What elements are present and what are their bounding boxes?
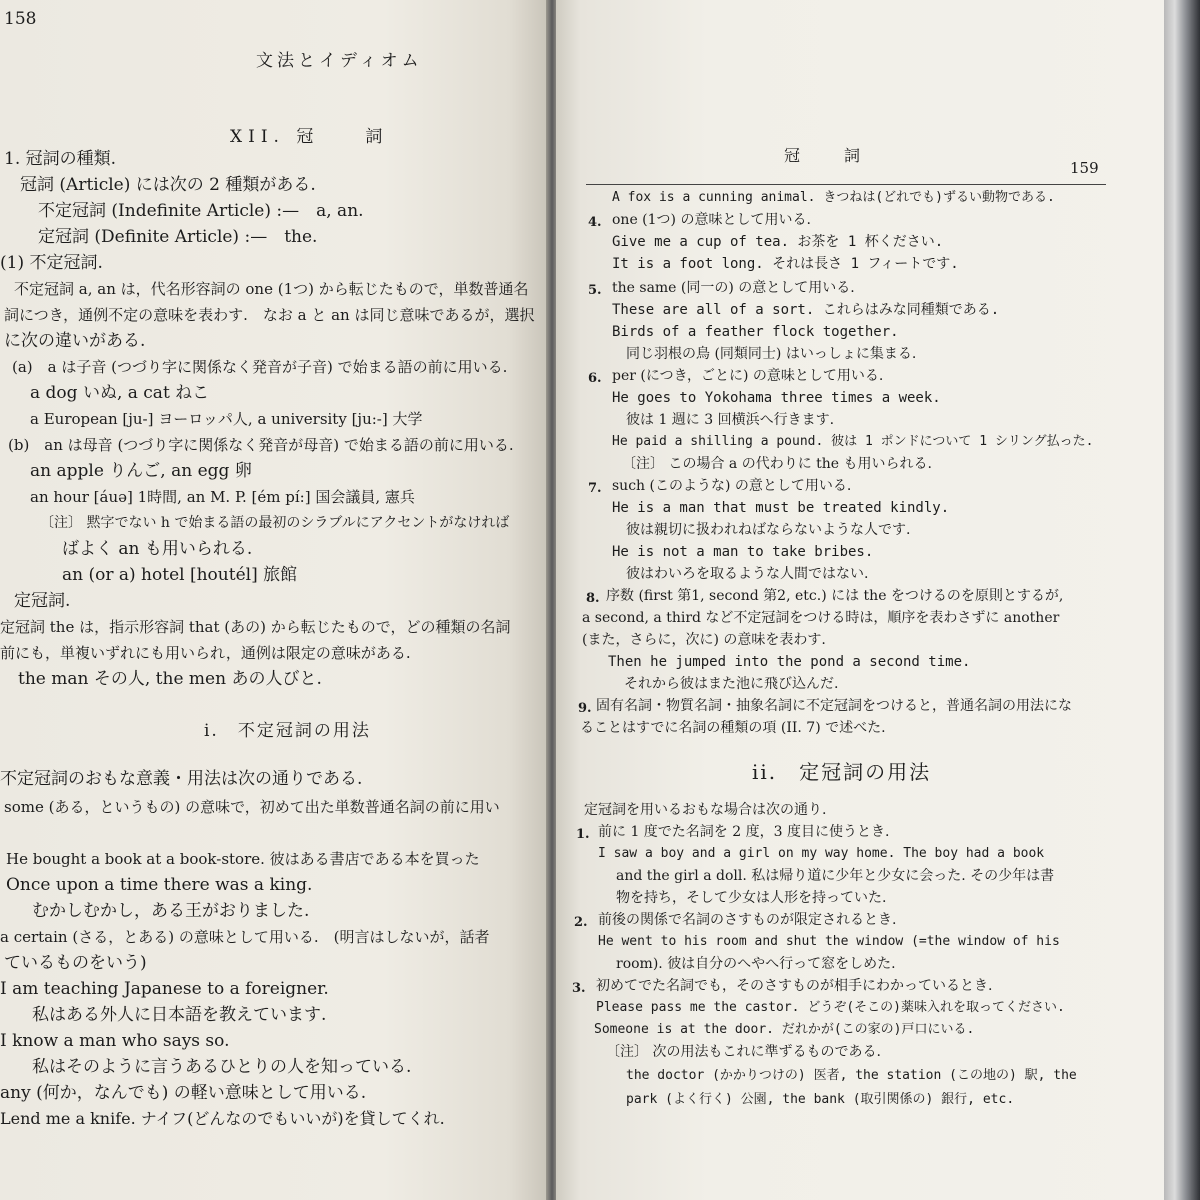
text-line: any (何か，なんでも) の軽い意味として用いる. [0, 1083, 367, 1103]
text-line: ばよく an も用いられる. [62, 539, 253, 559]
text-line: 前にも，単複いずれにも用いられ，通例は限定の意味がある. [0, 644, 411, 662]
header-rule [586, 184, 1106, 185]
text-line: むかしむかし，ある王がおりました. [32, 901, 310, 921]
item-number: 6. [588, 371, 602, 386]
text-line: 冠詞 (Article) には次の 2 種類がある. [20, 175, 316, 195]
text-line: 不定冠詞のおもな意義・用法は次の通りである. [0, 769, 363, 789]
text-line: 物を持ち，そして少女は人形を持っていた. [616, 890, 887, 906]
text-line: 序数 (first 第1, second 第2, etc.) には the をつけるのを原則とするが, [606, 588, 1064, 604]
text-line: 1. 冠詞の種類. [4, 149, 117, 169]
item-number: 8. [586, 591, 600, 606]
text-line: Please pass me the castor. どうぞ(そこの)薬味入れを取ってください. [596, 1000, 1065, 1015]
text-line: He bought a book at a book-store. 彼はある書店である本を買った [6, 850, 480, 868]
text-line: room). 彼は自分のへやへ行って窓をしめた. [616, 956, 896, 972]
text-line: He went to his room and shut the window (=the window of his [598, 934, 1060, 949]
text-line: それから彼はまた池に飛び込んだ. [624, 676, 839, 692]
text-line: 〔注〕 次の用法もこれに準ずるものである. [606, 1044, 881, 1060]
right-page [556, 0, 1164, 1200]
text-line: an hour [áuə] 1時間, an M. P. [ém pí:] 国会議員, 憲兵 [30, 488, 415, 506]
text-line: I know a man who says so. [0, 1031, 230, 1051]
text-line: an (or a) hotel [houtél] 旅館 [62, 565, 298, 585]
text-line: such (このような) の意として用いる. [612, 478, 852, 494]
text-line: Give me a cup of tea. お茶を 1 杯ください. [612, 234, 944, 250]
text-line: 〔注〕 黙字でない h で始まる語の最初のシラブルにアクセントがなければ [40, 515, 510, 531]
text-line: some (ある，というもの) の意味で，初めて出た単数普通名詞の前に用い [4, 798, 500, 816]
text-line: a certain (さる，とある) の意味として用いる. (明言はしないが，話者 [0, 928, 490, 946]
item-number: 2. [574, 915, 588, 930]
text-line: A fox is a cunning animal. きつねは(どれでも)ずるい動物である. [612, 190, 1055, 205]
item-number: 1. [576, 827, 590, 842]
text-line: a second, a third など不定冠詞をつける時は，順序を表わさずに another [582, 610, 1060, 626]
text-line: and the girl a doll. 私は帰り道に少年と少女に会った. その少年は書 [616, 868, 1055, 884]
item-number: 7. [588, 481, 602, 496]
text-line: a dog いぬ, a cat ねこ [30, 383, 210, 403]
text-line: 初めてでた名詞でも，そのさすものが相手にわかっているとき. [596, 978, 993, 994]
text-line: 彼はわいろを取るような人間ではない. [626, 566, 869, 582]
text-line: ることはすでに名詞の種類の項 (II. 7) で述べた. [580, 720, 886, 736]
text-line: 〔注〕 この場合 a の代わりに the も用いられる. [622, 456, 932, 472]
text-line: (また，さらに，次に) の意味を表わす. [582, 632, 826, 648]
text-line: Then he jumped into the pond a second time. [608, 654, 971, 670]
text-line: It is a foot long. それは長さ 1 フィートです. [612, 256, 959, 272]
text-line: 不定冠詞 a, an は，代名形容詞の one (1つ) から転じたもので，単数普通名 [14, 280, 529, 298]
section-heading: ii. 定冠詞の用法 [752, 760, 932, 784]
page-number-left: 158 [4, 9, 37, 29]
text-line: 定冠詞を用いるおもな場合は次の通り. [584, 802, 827, 818]
text-line: に次の違いがある. [4, 331, 146, 351]
text-line: 定冠詞 the は，指示形容詞 that (あの) から転じたもので，どの種類の名詞 [0, 618, 511, 636]
text-line: 前後の関係で名詞のさすものが限定されるとき. [598, 912, 897, 928]
text-line: I am teaching Japanese to a foreigner. [0, 979, 329, 999]
running-head-left: 文法とイディオム [256, 51, 423, 71]
text-line: Birds of a feather flock together. [612, 324, 899, 340]
text-line: He is a man that must be treated kindly. [612, 500, 950, 516]
text-line: the doctor (かかりつけの) 医者, the station (この地の) 駅, the [626, 1068, 1077, 1083]
text-line: one (1つ) の意味として用いる. [612, 212, 811, 228]
text-line: 同じ羽根の鳥 (同類同士) はいっしょに集まる. [626, 346, 917, 362]
text-line: an apple りんご, an egg 卵 [30, 461, 252, 481]
section-heading: i. 不定冠詞の用法 [204, 721, 371, 741]
text-line: Someone is at the door. だれかが(この家の)戸口にいる. [594, 1022, 975, 1037]
text-line: He goes to Yokohama three times a week. [612, 390, 941, 406]
text-line: He is not a man to take bribes. [612, 544, 874, 560]
text-line: 彼は 1 週に 3 回横浜へ行きます. [626, 412, 835, 428]
chapter-title: XII. 冠 詞 [230, 127, 389, 147]
text-line: 詞につき，通例不定の意味を表わす. なお a と an は同じ意味であるが，選択 [4, 306, 535, 324]
text-line: 私はそのように言うあるひとりの人を知っている. [32, 1057, 412, 1077]
text-line: (b) an は母音 (つづり字に関係なく発音が母音) で始まる語の前に用いる. [8, 436, 514, 454]
text-line: the same (同一の) の意として用いる. [612, 280, 855, 296]
text-line: 彼は親切に扱われねばならないような人です. [626, 522, 911, 538]
text-line: These are all of a sort. これらはみな同種類である. [612, 302, 1000, 318]
text-line: Lend me a knife. ナイフ(どんなのでもいいが)を貸してくれ. [0, 1109, 445, 1128]
text-line: the man その人, the men あの人びと. [18, 669, 322, 689]
text-line: (a) a は子音 (つづり字に関係なく発音が子音) で始まる語の前に用いる. [12, 358, 508, 376]
item-number: 9. [578, 701, 592, 716]
text-line: He paid a shilling a pound. 彼は 1 ポンドについて 1 シリング払った. [612, 434, 1094, 449]
left-page [0, 0, 548, 1200]
text-line: ているものをいう) [4, 953, 147, 973]
text-line: 私はある外人に日本語を教えています. [32, 1005, 327, 1025]
item-number: 5. [588, 283, 602, 298]
page-number-right: 159 [1070, 159, 1099, 177]
item-number: 4. [588, 215, 602, 230]
item-number: 3. [572, 981, 586, 996]
text-line: 不定冠詞 (Indefinite Article) :— a, an. [38, 201, 364, 221]
text-line: 定冠詞. [14, 591, 71, 611]
text-line: 定冠詞 (Definite Article) :— the. [38, 227, 318, 247]
text-line: 固有名詞・物質名詞・抽象名詞に不定冠詞をつけると，普通名詞の用法にな [596, 698, 1072, 714]
text-line: park (よく行く) 公園, the bank (取引関係の) 銀行, etc. [626, 1092, 1015, 1107]
text-line: 前に 1 度でた名詞を 2 度，3 度目に使うとき. [598, 824, 890, 840]
text-line: Once upon a time there was a king. [6, 875, 313, 895]
running-head-right: 冠 詞 [784, 146, 865, 165]
text-line: I saw a boy and a girl on my way home. The boy had a book [598, 846, 1045, 861]
text-line: per (につき，ごとに) の意味として用いる. [612, 368, 884, 384]
text-line: (1) 不定冠詞. [0, 253, 103, 273]
text-line: a European [ju-] ヨーロッパ人, a university [ju:-] 大学 [30, 410, 423, 428]
book-edge [1164, 0, 1200, 1200]
